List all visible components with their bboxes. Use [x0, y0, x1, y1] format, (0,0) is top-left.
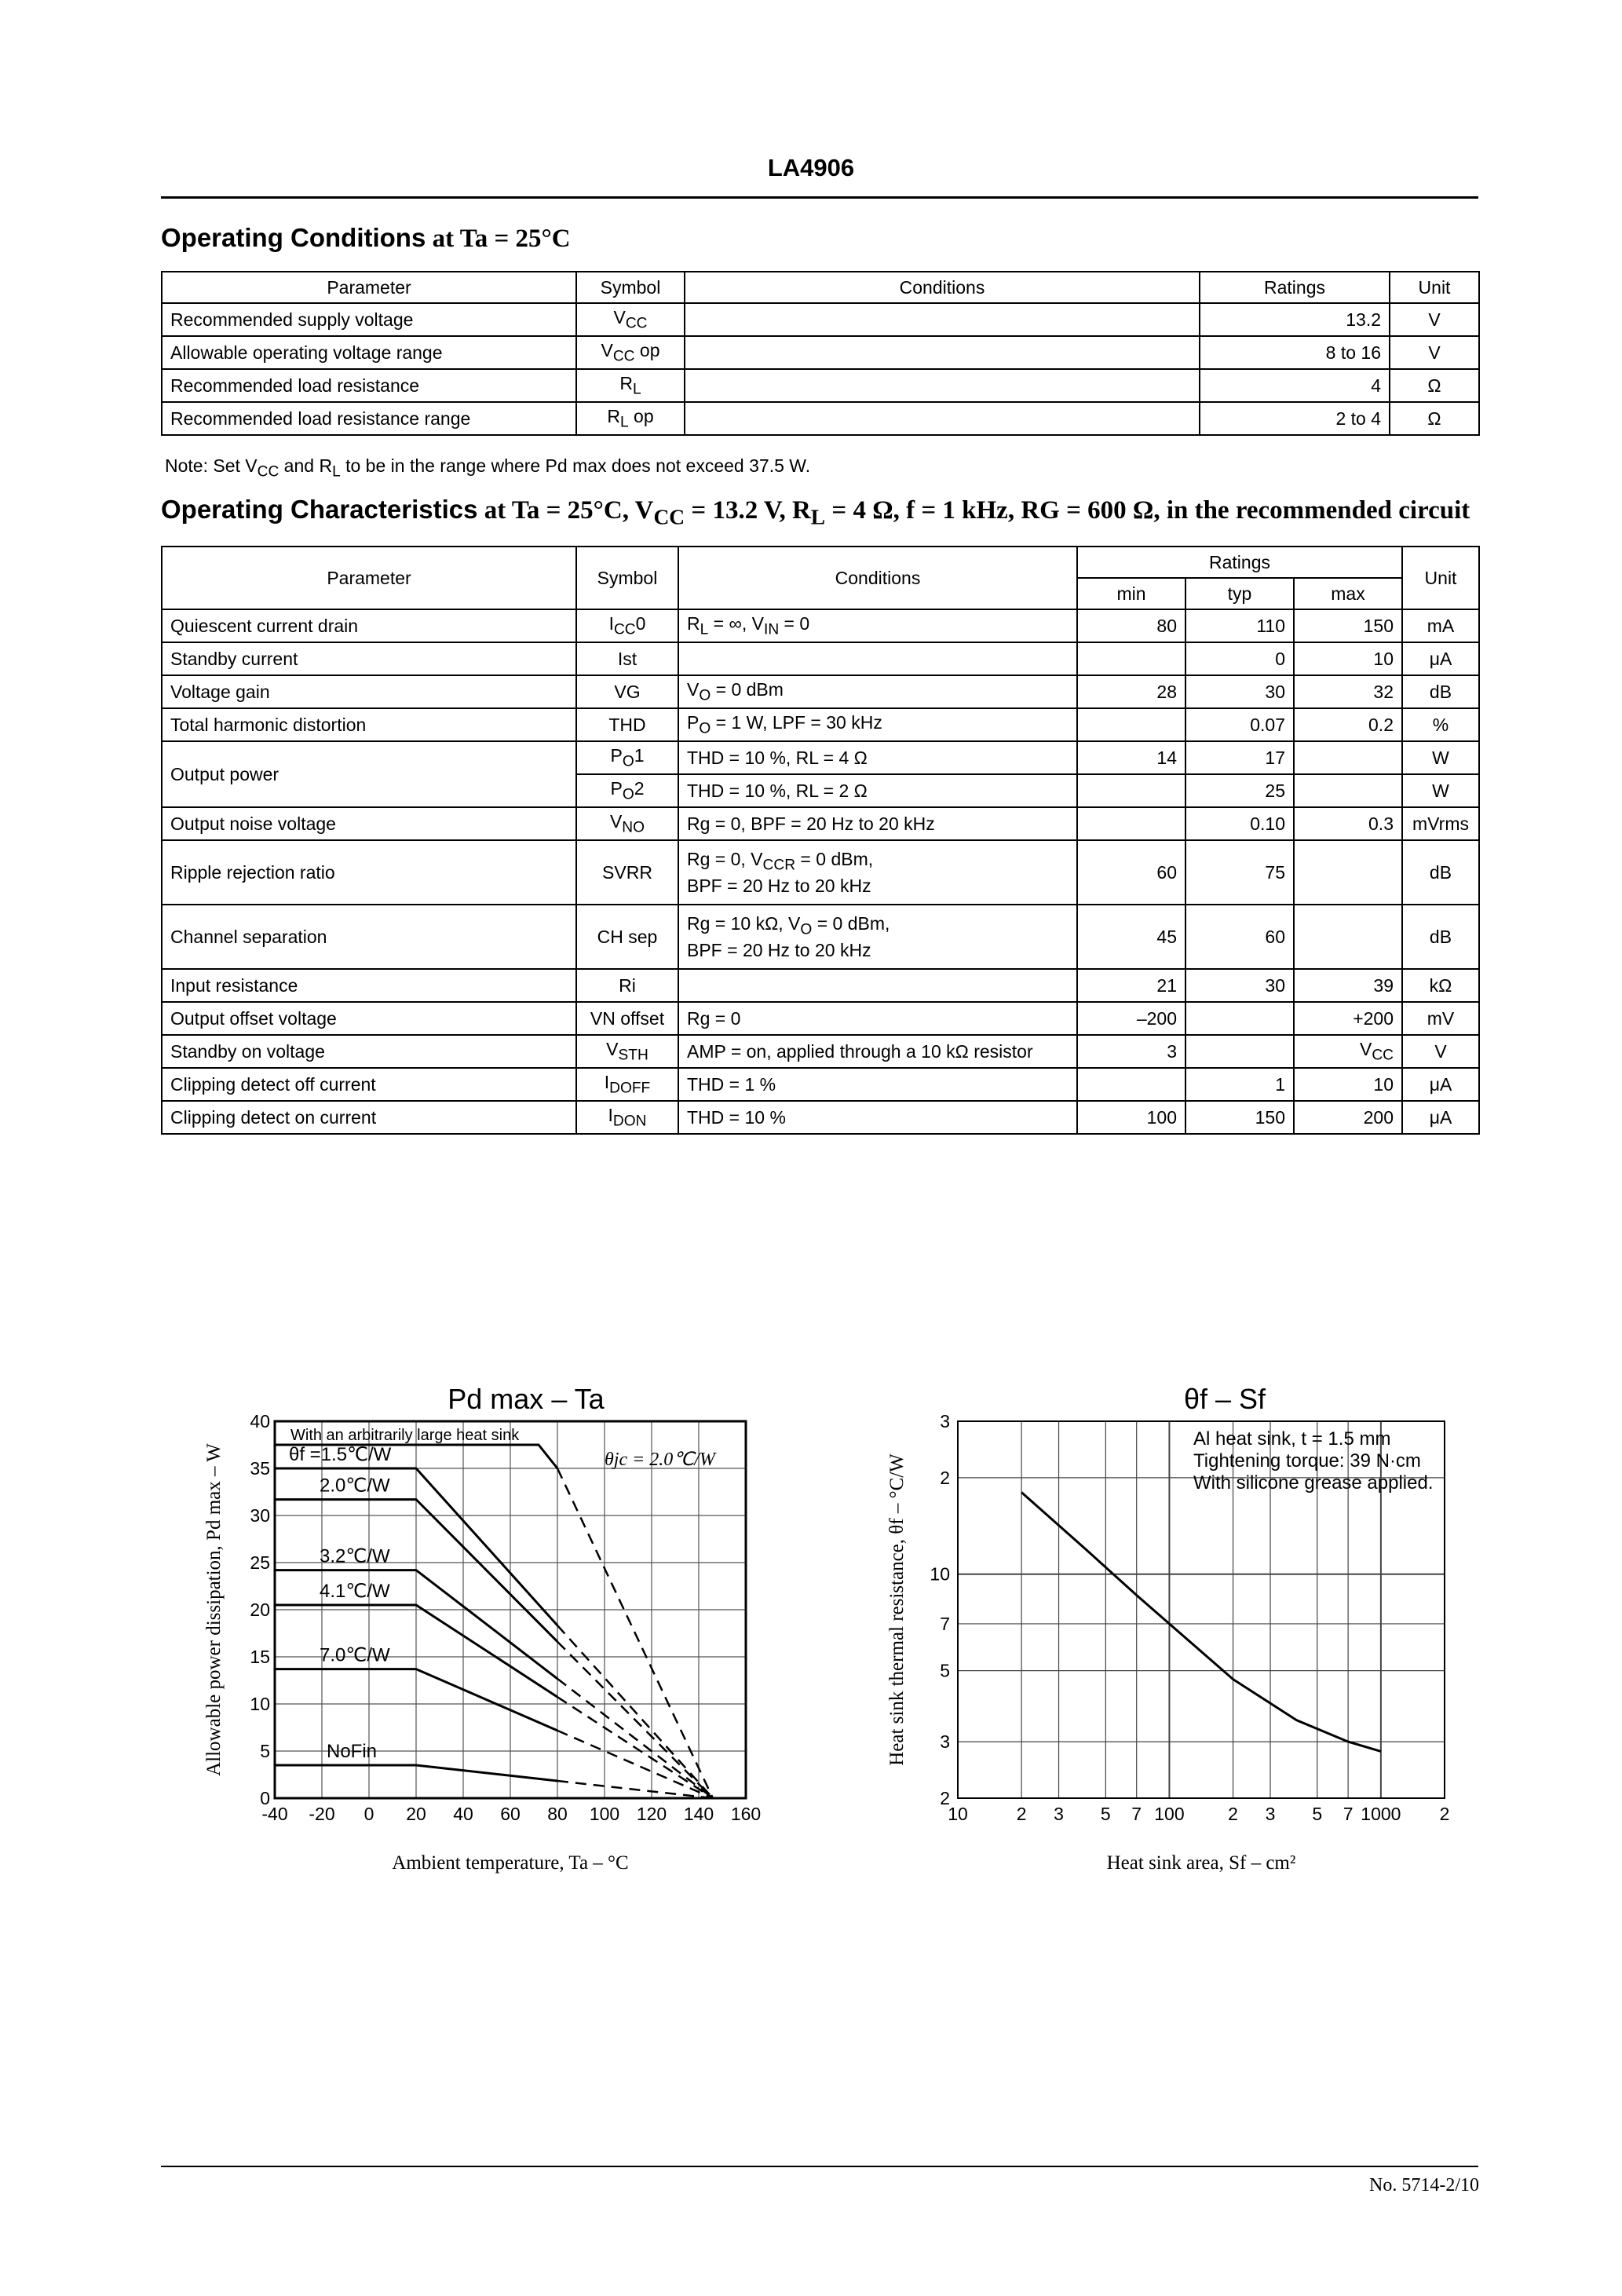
heading-part: at Ta = 25°C, V [477, 496, 654, 525]
symbol-cell [576, 1068, 678, 1101]
table-header-row [162, 547, 1479, 578]
y-tick-label: 30 [250, 1505, 270, 1526]
table-row [162, 741, 1479, 774]
symbol-sub: STH [618, 1047, 648, 1064]
note-text: to be in the range where Pd max does not exceed 37.5 W. [340, 455, 811, 476]
table-row [162, 807, 1479, 840]
table-row [162, 905, 1479, 969]
unit-cell: V [1390, 303, 1479, 336]
note-text: Note: Set V [165, 455, 258, 476]
max-cell [1294, 840, 1402, 905]
symbol: R [607, 405, 620, 426]
table-row [162, 402, 1479, 435]
min-cell: 3 [1077, 1035, 1185, 1068]
conditions-cell: AMP = on, applied through a 10 kΩ resistor [678, 1035, 1077, 1068]
x-tick-label: 1000 [1361, 1804, 1401, 1824]
rating-cell: 13.2 [1200, 303, 1390, 336]
min-cell: 28 [1077, 675, 1185, 708]
table-row [162, 369, 1479, 402]
parameter-cell: Output offset voltage [162, 1002, 576, 1035]
conditions-cell [678, 840, 1077, 905]
rating-cell: 8 to 16 [1200, 336, 1390, 369]
y-tick-label: 3 [940, 1411, 950, 1431]
min-cell: 100 [1077, 1101, 1185, 1134]
unit-cell: dB [1402, 840, 1479, 905]
table-row [162, 336, 1479, 369]
cond-part: = 0 [779, 612, 810, 634]
max-cell [1294, 905, 1402, 969]
max-cell: 200 [1294, 1101, 1402, 1134]
cond-part: Rg = 10 kΩ, V [687, 912, 801, 934]
symbol-sub: O [622, 753, 634, 770]
conditions-cell [678, 708, 1077, 741]
max-cell: +200 [1294, 1002, 1402, 1035]
parameter-cell: Standby on voltage [162, 1035, 576, 1068]
max-cell [1294, 1035, 1402, 1068]
typ-cell: 30 [1185, 675, 1294, 708]
x-tick-label: 2 [1439, 1804, 1450, 1824]
max-cell: 39 [1294, 969, 1402, 1002]
symbol-sub: DON [612, 1113, 647, 1130]
min-cell: 14 [1077, 741, 1185, 774]
cond-sub: L [700, 621, 709, 638]
symbol-sub: DOFF [609, 1080, 651, 1097]
cond-sub: CCR [762, 857, 796, 874]
unit-cell: kΩ [1402, 969, 1479, 1002]
x-tick-label: -40 [261, 1804, 288, 1824]
conditions-cell [678, 905, 1077, 969]
heading-sub-part: L [810, 504, 826, 529]
heatsink-annotation: With an arbitrarily large heat sink [290, 1427, 520, 1444]
symbol-sub: O [622, 786, 634, 803]
table-row [162, 708, 1479, 741]
symbol-sub: L [619, 414, 629, 431]
symbol: V [601, 339, 613, 360]
typ-cell: 150 [1185, 1101, 1294, 1134]
symbol-tail: 0 [635, 612, 646, 634]
unit-cell: Ω [1390, 402, 1479, 435]
cond-line2: BPF = 20 Hz to 20 kHz [687, 876, 871, 897]
series-label: θf =1.5℃/W [289, 1444, 392, 1465]
conditions-cell [685, 303, 1200, 336]
symbol-sub: CC [612, 348, 635, 365]
page-footer: No. 5714-2/10 [1369, 2175, 1479, 2195]
chart-series [275, 1444, 713, 1798]
table-row [162, 1035, 1479, 1068]
parameter-cell: Recommended load resistance [162, 369, 576, 402]
y-axis-label: Allowable power dissipation, Pd max – W [203, 1443, 225, 1776]
symbol-tail: 1 [634, 744, 645, 766]
symbol: V [609, 810, 623, 832]
y-tick-label: 25 [250, 1552, 270, 1573]
cond-sub: O [699, 687, 711, 704]
x-tick-label: 140 [683, 1804, 714, 1824]
symbol: P [610, 777, 623, 799]
x-tick-label: -20 [309, 1804, 335, 1824]
series-line-dashed [557, 1731, 713, 1798]
theta-jc-annotation: θjc = 2.0℃/W [605, 1450, 715, 1470]
cond-part: = 0 dBm, [812, 912, 890, 934]
y-tick-label: 20 [250, 1600, 270, 1620]
symbol-tail: 2 [634, 777, 645, 799]
chart-title: Pd max – Ta [448, 1383, 605, 1415]
typ-cell: 0 [1185, 642, 1294, 675]
symbol-tail: op [628, 405, 654, 426]
note-text: and R [279, 455, 333, 476]
conditions-cell [678, 642, 1077, 675]
cond-sub: O [699, 720, 711, 737]
parameter-cell: Clipping detect off current [162, 1068, 576, 1101]
conditions-cell [685, 402, 1200, 435]
parameter-cell: Voltage gain [162, 675, 576, 708]
max-cell: 32 [1294, 675, 1402, 708]
cond-part: V [687, 678, 700, 700]
x-tick-label: 2 [1016, 1804, 1027, 1824]
y-tick-label: 7 [940, 1613, 950, 1634]
col-header: Unit [1390, 272, 1479, 303]
symbol: I [608, 612, 614, 634]
annotation-line: With silicone grease applied. [1193, 1472, 1434, 1493]
y-tick-label: 40 [250, 1411, 270, 1431]
typ-cell: 25 [1185, 774, 1294, 807]
annotation-line: Tightening torque: 39 N·cm [1193, 1450, 1421, 1472]
symbol-sub: CC [613, 621, 636, 638]
min-cell: 21 [1077, 969, 1185, 1002]
x-tick-label: 40 [453, 1804, 473, 1824]
cond-part: = 1 W, LPF = 30 kHz [711, 711, 882, 733]
cond-sub: IN [764, 621, 780, 638]
typ-cell [1185, 1002, 1294, 1035]
conditions-cell: THD = 10 %, RL = 2 Ω [678, 774, 1077, 807]
y-tick-label: 0 [260, 1788, 270, 1808]
typ-cell: 30 [1185, 969, 1294, 1002]
cond-part: = ∞, V [708, 612, 765, 634]
parameter-cell: Output power [162, 741, 576, 807]
conditions-cell: THD = 10 %, RL = 4 Ω [678, 741, 1077, 774]
typ-cell [1185, 1035, 1294, 1068]
min-cell [1077, 708, 1185, 741]
operating-conditions-table [161, 271, 1480, 436]
min-cell: 80 [1077, 609, 1185, 642]
min-cell [1077, 1068, 1185, 1101]
table-row [162, 840, 1479, 905]
unit-cell: μA [1402, 1068, 1479, 1101]
unit-cell: Ω [1390, 369, 1479, 402]
symbol-cell [576, 807, 678, 840]
max-cell: 150 [1294, 609, 1402, 642]
x-tick-label: 10 [948, 1804, 968, 1824]
max-cell: 0.2 [1294, 708, 1402, 741]
typ-cell: 0.10 [1185, 807, 1294, 840]
x-tick-label: 3 [1265, 1804, 1276, 1824]
typ-cell: 110 [1185, 609, 1294, 642]
cond-part: Rg = 0, V [687, 848, 763, 869]
header-rule [161, 196, 1478, 199]
y-tick-label: 3 [940, 1731, 950, 1753]
x-tick-label: 100 [1154, 1804, 1185, 1824]
chart-ticks [250, 1411, 761, 1824]
parameter-cell: Allowable operating voltage range [162, 336, 576, 369]
x-tick-label: 3 [1054, 1804, 1064, 1824]
series-label: 3.2℃/W [320, 1545, 390, 1567]
series-label: NoFin [327, 1741, 378, 1762]
table-row [162, 1002, 1479, 1035]
symbol-cell [576, 402, 685, 435]
heading-part: = 13.2 V, R [685, 496, 811, 525]
parameter-cell: Quiescent current drain [162, 609, 576, 642]
conditions-cell [678, 969, 1077, 1002]
unit-cell: W [1402, 774, 1479, 807]
unit-cell: V [1390, 336, 1479, 369]
conditions-cell [685, 369, 1200, 402]
symbol-cell: VN offset [576, 1002, 678, 1035]
typ-cell: 0.07 [1185, 708, 1294, 741]
col-header-parameter: Parameter [162, 547, 576, 609]
rating-cell: 2 to 4 [1200, 402, 1390, 435]
series-line [1021, 1493, 1381, 1752]
max-cell: 0.3 [1294, 807, 1402, 840]
parameter-cell: Total harmonic distortion [162, 708, 576, 741]
y-tick-label: 10 [930, 1563, 950, 1585]
min-cell [1077, 807, 1185, 840]
symbol: R [619, 372, 633, 393]
y-tick-label: 5 [260, 1741, 270, 1761]
symbol-cell [576, 1101, 678, 1134]
col-header: Symbol [576, 272, 685, 303]
series-line-dashed [557, 1642, 713, 1798]
col-header-ratings: Ratings [1077, 547, 1402, 578]
unit-cell: μA [1402, 1101, 1479, 1134]
col-header-min: min [1077, 578, 1185, 609]
chart-series [1021, 1493, 1381, 1752]
symbol: I [604, 1071, 610, 1092]
chart-title: θf – Sf [1183, 1383, 1266, 1415]
heading-part: = 4 Ω, f = 1 kHz, RG = 600 Ω, in the recommended circuit [825, 496, 1470, 525]
unit-cell: dB [1402, 905, 1479, 969]
col-header-conditions: Conditions [678, 547, 1077, 609]
series-line-dashed [557, 1679, 713, 1798]
annotation-line: Al heat sink, t = 1.5 mm [1193, 1428, 1391, 1450]
parameter-cell: Clipping detect on current [162, 1101, 576, 1134]
note-sub: L [332, 463, 341, 481]
y-axis-label: Heat sink thermal resistance, θf – °C/W [886, 1453, 908, 1766]
col-header-max: max [1294, 578, 1402, 609]
conditions-cell: Rg = 0, BPF = 20 Hz to 20 kHz [678, 807, 1077, 840]
conditions-cell [685, 336, 1200, 369]
min-cell: –200 [1077, 1002, 1185, 1035]
y-tick-label: 2 [940, 1467, 950, 1488]
unit-cell: mV [1402, 1002, 1479, 1035]
symbol-cell: SVRR [576, 840, 678, 905]
symbol-cell [576, 336, 685, 369]
unit-cell: mVrms [1402, 807, 1479, 840]
x-tick-label: 7 [1343, 1804, 1353, 1824]
operating-conditions-heading [161, 223, 571, 254]
x-tick-label: 20 [406, 1804, 426, 1824]
conditions-cell [678, 675, 1077, 708]
parameter-cell: Input resistance [162, 969, 576, 1002]
min-cell: 60 [1077, 840, 1185, 905]
typ-cell: 60 [1185, 905, 1294, 969]
symbol-sub: CC [625, 315, 648, 332]
heading-sub: at Ta = 25°C [426, 225, 571, 253]
unit-cell: dB [1402, 675, 1479, 708]
pdmax-ta-chart [196, 1374, 816, 1892]
operating-characteristics-table [161, 546, 1480, 1135]
symbol-cell: Ri [576, 969, 678, 1002]
y-tick-label: 35 [250, 1458, 270, 1479]
symbol-sub: L [632, 381, 641, 398]
symbol: V [606, 1038, 619, 1059]
series-label: 7.0℃/W [320, 1644, 390, 1666]
max-cell: 10 [1294, 642, 1402, 675]
heading-sub-part: CC [653, 504, 685, 529]
max-cell [1294, 774, 1402, 807]
typ-cell: 75 [1185, 840, 1294, 905]
symbol-cell: CH sep [576, 905, 678, 969]
series-label: 4.1℃/W [320, 1581, 390, 1602]
unit-cell: W [1402, 741, 1479, 774]
unit-cell: % [1402, 708, 1479, 741]
min-cell: 45 [1077, 905, 1185, 969]
x-axis-label: Ambient temperature, Ta – °C [392, 1852, 629, 1874]
y-tick-label: 15 [250, 1647, 270, 1667]
x-tick-label: 5 [1100, 1804, 1111, 1824]
symbol-sub: NO [622, 819, 645, 836]
unit-cell: V [1402, 1035, 1479, 1068]
cond-line2: BPF = 20 Hz to 20 kHz [687, 940, 871, 961]
x-tick-label: 160 [730, 1804, 762, 1824]
cond-part: = 0 dBm, [795, 848, 874, 869]
parameter-cell: Ripple rejection ratio [162, 840, 576, 905]
unit-cell: μA [1402, 642, 1479, 675]
table-row [162, 642, 1479, 675]
x-axis-label: Heat sink area, Sf – cm² [1106, 1852, 1296, 1874]
heading-sub [477, 496, 1470, 529]
col-header: Conditions [685, 272, 1200, 303]
symbol-cell: Ist [576, 642, 678, 675]
operating-characteristics-heading [161, 495, 1470, 530]
min-cell [1077, 774, 1185, 807]
col-header: Parameter [162, 272, 576, 303]
unit-cell: mA [1402, 609, 1479, 642]
series-line-dashed [557, 1781, 713, 1798]
col-header: Ratings [1200, 272, 1390, 303]
y-tick-label: 2 [940, 1788, 950, 1808]
symbol-cell [576, 303, 685, 336]
cond-part: P [687, 711, 700, 733]
rating-cell: 4 [1200, 369, 1390, 402]
thetaf-sf-chart [879, 1374, 1492, 1892]
symbol-cell [576, 1035, 678, 1068]
parameter-cell: Recommended supply voltage [162, 303, 576, 336]
col-header-typ: typ [1185, 578, 1294, 609]
table-row [162, 303, 1479, 336]
symbol-tail: op [634, 339, 660, 360]
conditions-note [165, 455, 810, 481]
parameter-cell: Channel separation [162, 905, 576, 969]
typ-cell: 1 [1185, 1068, 1294, 1101]
parameter-cell: Output noise voltage [162, 807, 576, 840]
conditions-cell: Rg = 0 [678, 1002, 1077, 1035]
conditions-cell: THD = 10 % [678, 1101, 1077, 1134]
symbol-cell: VG [576, 675, 678, 708]
min-cell [1077, 642, 1185, 675]
note-sub: CC [257, 463, 279, 481]
table-row [162, 1068, 1479, 1101]
col-header-unit: Unit [1402, 547, 1479, 609]
heading-main: Operating Conditions [161, 223, 426, 252]
x-tick-label: 7 [1131, 1804, 1142, 1824]
symbol-cell [576, 609, 678, 642]
symbol-cell [576, 369, 685, 402]
max-cell: 10 [1294, 1068, 1402, 1101]
parameter-cell: Recommended load resistance range [162, 402, 576, 435]
parameter-cell: Standby current [162, 642, 576, 675]
document-title: LA4906 [767, 154, 855, 181]
table-header-row [162, 272, 1479, 303]
series-label: 2.0℃/W [320, 1475, 390, 1497]
cond-part: = 0 dBm [711, 678, 784, 700]
y-tick-label: 5 [940, 1660, 950, 1681]
x-tick-label: 2 [1228, 1804, 1238, 1824]
x-tick-label: 0 [363, 1804, 374, 1824]
max-sub: CC [1372, 1047, 1394, 1064]
col-header-symbol: Symbol [576, 547, 678, 609]
symbol: I [608, 1104, 613, 1125]
x-tick-label: 100 [589, 1804, 620, 1824]
max-cell [1294, 741, 1402, 774]
symbol: P [610, 744, 623, 766]
cond-sub: O [800, 921, 813, 938]
heading-main: Operating Characteristics [161, 495, 478, 524]
x-tick-label: 120 [636, 1804, 667, 1824]
table-row [162, 1101, 1479, 1134]
y-tick-label: 10 [250, 1694, 270, 1714]
x-tick-label: 60 [500, 1804, 521, 1824]
x-tick-label: 80 [547, 1804, 568, 1824]
conditions-cell [678, 609, 1077, 642]
symbol-cell [576, 774, 678, 807]
cond-part: R [687, 612, 700, 634]
x-tick-label: 5 [1312, 1804, 1323, 1824]
conditions-cell: THD = 1 % [678, 1068, 1077, 1101]
table-row [162, 675, 1479, 708]
symbol-cell [576, 741, 678, 774]
table-row [162, 609, 1479, 642]
typ-cell: 17 [1185, 741, 1294, 774]
symbol-cell: THD [576, 708, 678, 741]
footer-rule [161, 2166, 1478, 2167]
table-row [162, 969, 1479, 1002]
max-part: V [1359, 1038, 1372, 1059]
symbol: V [613, 306, 626, 327]
